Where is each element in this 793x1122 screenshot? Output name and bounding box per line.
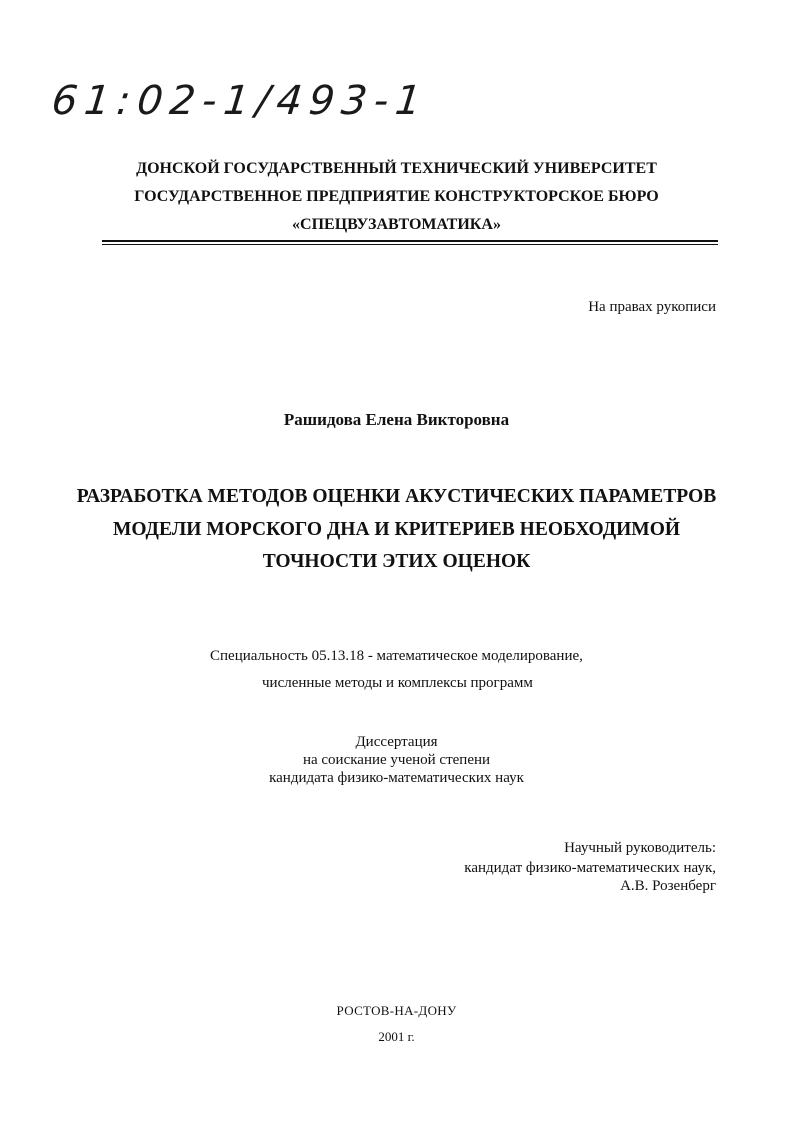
specialty-line-2: численные методы и комплексы программ — [262, 675, 533, 691]
header-divider-thin — [102, 244, 718, 245]
dissertation-degree-field: кандидата физико-математических наук — [269, 770, 524, 786]
manuscript-rights-note: На правах рукописи — [588, 299, 716, 315]
dissertation-degree-line: на соискание ученой степени — [302, 752, 491, 768]
institution-bureau-name: «СПЕЦВУЗАВТОМАТИКА» — [292, 216, 501, 233]
thesis-title-line-3: ТОЧНОСТИ ЭТИХ ОЦЕНОК — [262, 551, 531, 572]
dissertation-label: Диссертация — [355, 734, 438, 750]
thesis-title-line-1: РАЗРАБОТКА МЕТОДОВ ОЦЕНКИ АКУСТИЧЕСКИХ ПАРАМЕТРОВ — [76, 486, 717, 507]
header-divider — [102, 240, 718, 242]
specialty-line-1: Специальность 05.13.18 - математическое моделирование, — [210, 648, 583, 664]
advisor-degree: кандидат физико-математических наук, — [464, 860, 716, 876]
city: РОСТОВ-НА-ДОНУ — [336, 1003, 457, 1018]
handwritten-archive-number: 61:02-1/493-1 — [49, 78, 431, 124]
institution-design-bureau: ГОСУДАРСТВЕННОЕ ПРЕДПРИЯТИЕ КОНСТРУКТОРСКОЕ БЮРО — [134, 188, 659, 205]
advisor-name: А.В. Розенберг — [620, 878, 716, 894]
author-name: Рашидова Елена Викторовна — [283, 410, 510, 429]
year: 2001 г. — [378, 1029, 415, 1044]
advisor-label: Научный руководитель: — [564, 840, 716, 856]
thesis-title-line-2: МОДЕЛИ МОРСКОГО ДНА И КРИТЕРИЕВ НЕОБХОДИМОЙ — [112, 519, 681, 540]
institution-university: ДОНСКОЙ ГОСУДАРСТВЕННЫЙ ТЕХНИЧЕСКИЙ УНИВЕРСИТЕТ — [136, 160, 657, 177]
